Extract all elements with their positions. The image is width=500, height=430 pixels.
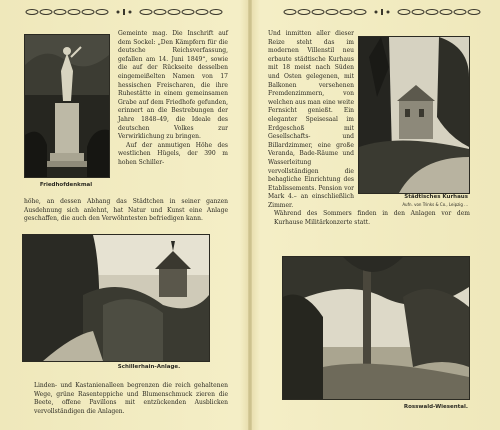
left-column-paragraph-1: Gemeinte mag. Die Inschrift auf dem Sockel: „Den Kämpfern für die deutsche Reichsverfassung, gefallen am 14. Juni 1849“, sowie die auf der Rückseite desselben eingemeißelten Namen von 17 hessischen Freischaren, die ihre Ruhestätte in einem gemeinsamen Grabe auf dem Friedhofe gefunden, erinnert an die Bestrebungen der Jahre 1848–49, die Ideale des deutschen Volkes zur Verwirklichung zu bringen. bbox=[118, 30, 228, 141]
cemetery-monument-caption: Friedhofdenkmal bbox=[39, 182, 93, 188]
left-column-paragraph-2: Auf der anmutigen Höhe des westlichen Hügels, der 390 m hohen Schiller- bbox=[118, 141, 228, 166]
left-ornament-border bbox=[24, 7, 224, 17]
rosswald-meadow-caption: Rosswald-Wiesental. bbox=[403, 404, 468, 410]
right-page bbox=[252, 0, 500, 430]
left-column-text bbox=[118, 30, 228, 168]
left-bottom-text: Linden- und Kastanienalleen begrenzen die reich gehaltenen Wege, grüne Rasenteppiche und Blumenschmuck zieren die Beete, offene Pavillons mit entzückenden Ausblicken vervollständigen die Anlagen. bbox=[34, 382, 228, 415]
rosswald-meadow-photo bbox=[282, 256, 470, 400]
schillerhain-park-photo bbox=[22, 234, 210, 362]
right-wide-text: Während des Sommers finden in den Anlagen vor dem Kurhause Militärkonzerte statt. bbox=[274, 210, 470, 226]
left-page bbox=[0, 0, 248, 430]
right-ornament-border bbox=[282, 7, 482, 17]
right-column-text: Und inmitten aller dieser Reize steht das im modernen Villenstil neu erbaute städtische Kurhaus mit 18 meist nach Süden und Osten gelegenen, mit Balkonen versehenen Fremdenzimmern, von welchen aus man eine weite Fernsicht genießt. Ein eleganter Speisesaal im Erdgeschoß mit Gesellschafts- und Billardzimmer, eine große Veranda, Bade-Räume und Wasserleitung vervollständigen die behagliche Einrichtung des Etablissements. Pension vor Mark 4.– an einschließlich Zimmer. bbox=[268, 30, 354, 209]
kurhaus-caption: Städtisches Kurhaus bbox=[404, 194, 468, 200]
left-wide-text: höhe, an dessen Abhang das Städtchen in seiner ganzen Ausdehnung sich anlehnt, hat Natur und Kunst eine Anlage geschaffen, die auch den Verwöhntesten befriedigen kann. bbox=[24, 198, 228, 223]
cemetery-monument-photo bbox=[24, 34, 110, 178]
kurhaus-photo bbox=[358, 36, 470, 194]
schillerhain-park-caption: Schillerhain-Anlage. bbox=[117, 364, 181, 370]
kurhaus-photo-credit: Aufn. von Trinks & Co., Leipzig ... bbox=[402, 202, 468, 207]
